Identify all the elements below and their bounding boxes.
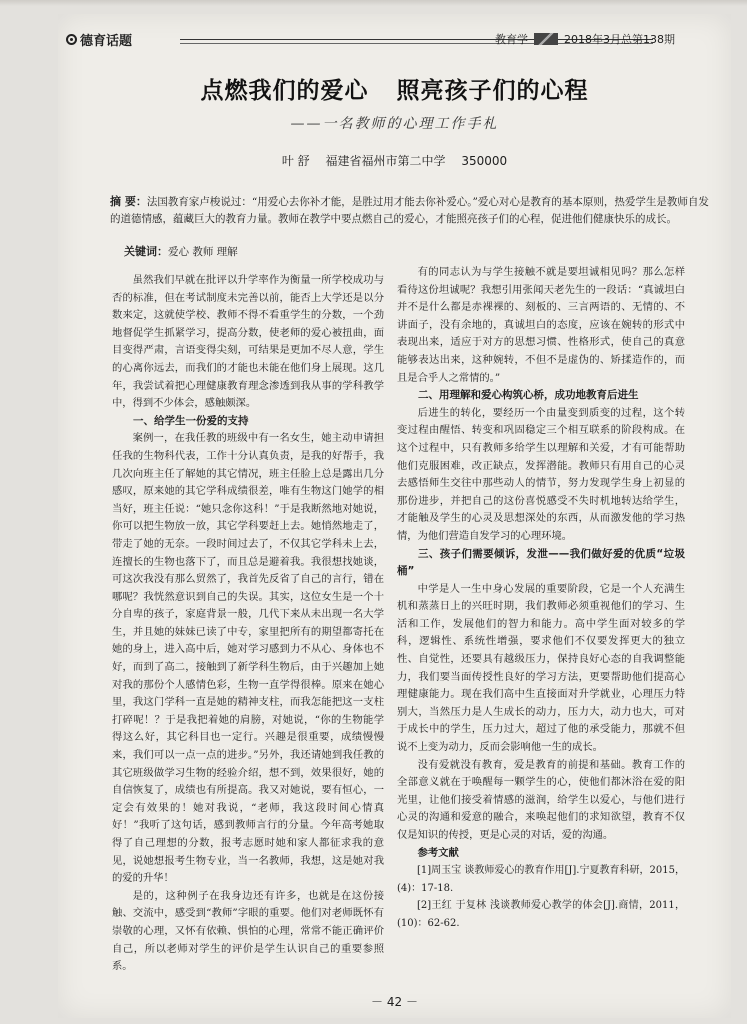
author-line [58, 152, 731, 169]
right-column [397, 264, 685, 933]
paragraph: 没有爱就没有教育，爱是教育的前提和基础。教育工作的全部意义就在于唤醒每一颗学生的心，使他们都沐浴在爱的阳光里，让他们接受着情感的滋润，给学生以爱心，与他们进行心灵的沟通和爱意的融合，来唤起他们的求知欲望，教育不仅仅是知识的传授，更是心灵的对话，爱的沟通。 [397, 758, 685, 841]
keywords-label: 关键词： [124, 245, 168, 258]
author-name: 叶 舒 [281, 154, 310, 168]
title-part1: 点燃我们的爱心 [200, 77, 369, 104]
section-heading: 二、用理解和爱心构筑心桥，成功地教育后进生 [418, 389, 639, 402]
issue-info: 2018年3月总第138期 [564, 33, 675, 46]
paragraph: 案例一，在我任教的班级中有一名女生，她主动申请担任我的生物科代表，工作十分认真负责，是我的好帮手，我几次向班主任了解她的其它情况，班主任脸上总是露出几分感叹，原来她的其它学科成绩很差，唯有生物这门她学的相当好，班主任说：“她只念你这科！”于是我断然地对她说，你可以把生物放一放，其它学科要赶上去。她悄然地走了，带走了她的无奈。一段时间过去了，不仅其它学科未上去，连擅长的生物也落下了，而且总是避着我。我很想找她谈，可这次我没有那么贸然了，我首先反省了自己的言行，错在哪呢？我恍然意识到自己的失误。其实，这位女生是一个十分自卑的孩子，家庭背景一般，几代下来从未出现一名大学生，并且她的妹妹已读了中专，家里把所有的期望都寄托在她的身上，进入高中后，她对学习感到力不从心、身体也不好，而到了高二，接触到了新学科生物后，由于兴趣加上她对我的那份个人感情色彩，生物一直学得很棒。原来在她心里，我这门学科一直是她的精神支柱，而我怎能把这一支柱打碎呢！？于是我把着她的肩膀，对她说，“你的生物能学得这么好，其它科目也一定行。兴趣是很重要，成绩慢慢来，我们可以一点一点的进步。”另外，我还请她到我任教的其它班级做学习生物的经验介绍，想不到，效果很好，她的自信恢复了，成绩也有所提高。我又对她说，要有恒心，一定会有效果的！她对我说，“老师，我这段时间心情真好！”我听了这句话，感到教师言行的分量。今年高考她取得了自己理想的分数，报考志愿时她和家人都征求我的意见，说她想报考生物专业，当一名教师，我想，这是她对我的爱的升华！ [112, 432, 384, 885]
left-column [112, 272, 384, 976]
column-name: 德育话题 [80, 34, 133, 49]
paragraph: 中学是人一生中身心发展的重要阶段，它是一个人充满生机和蒸蒸日上的兴旺时期，我们教师必须重视他们的学习、生活和工作，发展他们的智力和能力。高中学生面对较多的学科，逻辑性、系统性增强，要求他们不仅要发挥更大的独立性、自觉性，还要具有越级压力，保持良好心态的自我调整能力，我们要当面传授性良好的学习方法，更要帮助他们提高心理健康能力。现在我们高中生直接面对升学就业，心理压力特别大，当然压力是人生成长的动力，压力大，动力也大，可对于成长中的学生，压力过大，超过了他的承受能力，那就不但说不上变为动力，反而会影响他一生的成长。 [397, 582, 685, 754]
scan-edge [0, 0, 747, 6]
paragraph: 有的同志认为与学生接触不就是要坦诚相见吗？那么怎样看待这份坦诚呢？我想引用张闻天老先生的一段话：“真诚坦白并不是什么都是赤裸裸的、刻板的、三言两语的、无情的、不讲面子，没有余地的，真诚坦白的态度，应该在婉转的形式中表现出来，适应于对方的思想习惯、性格形式，使自己的真意能够表达出来，这种婉转，不但不是虚伪的、矫揉造作的，而且是合乎人之常情的。” [397, 266, 685, 384]
journal-logo-icon [534, 33, 558, 45]
paragraph: 虽然我们早就在批评以升学率作为衡量一所学校成功与否的标准，但在考试制度未完善以前，能否上大学还是以分数来定，这就使学校、教师不得不看重学生的分数，一个劲地督促学生抓紧学习，提高分数，使老师的爱心被扭曲，面目变得严肃，言语变得尖刻，可结果是更加不尽人意，学生的心离你远去，而我们的才能也未能在他们身上展现。这几年，我尝试着把心理健康教育理念渗透到我从事的学科教学中，得到不少体会，感触颇深。 [112, 274, 384, 410]
references-heading: 参考文献 [417, 846, 459, 859]
article-subtitle: ——一名教师的心理工作手札 [290, 116, 499, 132]
paragraph: 后进生的转化，要经历一个由量变到质变的过程，这个转变过程由醒悟、转变和巩固稳定三个相互联系的阶段构成。在这个过程中，只有教师多给学生以理解和关爱，才有可能帮助他们克服困难，改正缺点，发挥潜能。教师只有用自己的心灵去感悟师生交往中那些动人的情节，努力发现学生身上初显的那份进步，并把自己的这份喜悦感受不失时机地转达给学生，才能触及学生的心灵及思想深处的东西，从而激发他的学习热情，为他们营造自发学习的心理环境。 [397, 406, 685, 542]
abstract-label: 摘 要： [110, 195, 147, 208]
keywords-text: 爱心 教师 理解 [168, 246, 238, 258]
title-part2: 照亮孩子们的心程 [396, 77, 589, 104]
column-mark [66, 30, 132, 49]
paragraph: 是的，这种例子在我身边还有许多，也就是在这份接触、交流中，感受到“教师”字眼的重要。他们对老师既怀有崇敬的心理，又怀有依赖、惧怕的心理，常常不能正确评价自己，所以老师对学生的评价是学生认识自己的重要参照系。 [112, 889, 384, 973]
header-issue [495, 31, 675, 47]
reference-item: [1]周玉宝 谈教师爱心的教育作用[J].宁夏教育科研，2015，(4)：17-18. [397, 865, 685, 894]
journal-name: 教育学 [495, 33, 528, 46]
abstract-text: 法国教育家卢梭说过：“用爱心去你补才能，是胜过用才能去你补爱心。”爱心对心是教育的基本原则，热爱学生是教师自发的道德情感，蕴藏巨大的教育力量。教师在教学中要点燃自己的爱心，才能照亮孩子们的心程，促进他们健康快乐的成长。 [110, 196, 709, 225]
article-title [58, 72, 731, 105]
author-affiliation: 福建省福州市第二中学 [325, 154, 446, 168]
keywords [124, 243, 238, 259]
reference-item: [2]王红 于复林 浅谈教师爱心教学的体会[J].商情，2011，(10)：62-62. [397, 900, 685, 929]
abstract [110, 193, 710, 228]
author-postcode: 350000 [461, 154, 508, 168]
page-number: － 42 － [371, 995, 418, 1009]
section-heading: 一、给学生一份爱的支持 [133, 414, 249, 427]
column-logo-icon [66, 34, 77, 45]
page-header [58, 22, 731, 56]
section-heading: 三、孩子们需要倾诉，发泄——我们做好爱的优质“垃圾桶” [397, 547, 685, 578]
